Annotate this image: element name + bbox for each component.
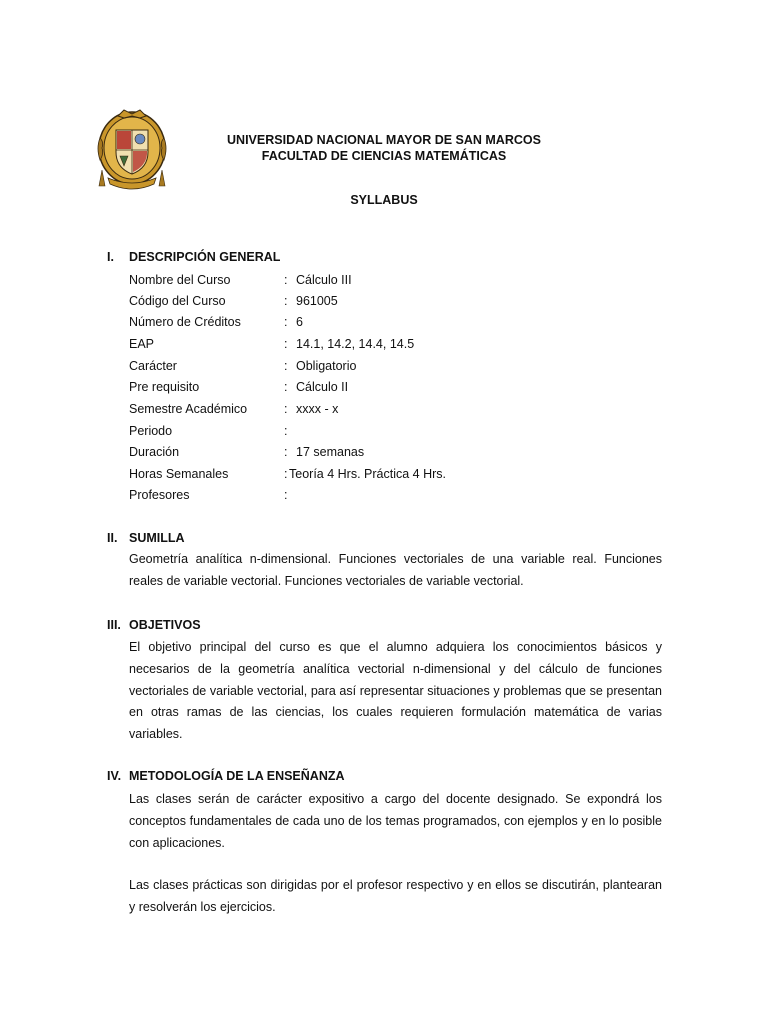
objetivos-paragraph: El objetivo principal del curso es que el alumno adquiera los conocimientos básicos y necesarios de la geometría analítica vectorial n-dimensional y del cálculo de funciones vectoriales de variable vectorial, para así representar situaciones y problemas que se presentan en otras ramas de las ciencias, los cuales requieren formulación matemática de varias variables. xyxy=(129,640,662,742)
field-value: 6 xyxy=(296,315,303,329)
university-name: UNIVERSIDAD NACIONAL MAYOR DE SAN MARCOS xyxy=(227,133,541,147)
field-separator: : xyxy=(284,467,288,481)
section-title: OBJETIVOS xyxy=(129,618,201,632)
field-label: Duración xyxy=(129,445,180,459)
field-value: Obligatorio xyxy=(296,359,357,373)
field-value: Teoría 4 Hrs. Práctica 4 Hrs. xyxy=(289,467,446,481)
field-label: Periodo xyxy=(129,424,173,438)
field-label: Nombre del Curso xyxy=(129,273,231,287)
field-row-duration xyxy=(129,443,689,461)
field-value: Cálculo II xyxy=(296,380,349,394)
field-separator: : xyxy=(284,445,288,459)
field-label: Pre requisito xyxy=(129,380,200,394)
field-label: Horas Semanales xyxy=(129,467,229,481)
faculty-name: FACULTAD DE CIENCIAS MATEMÁTICAS xyxy=(261,149,507,163)
document-title: SYLLABUS xyxy=(350,193,418,207)
field-separator: : xyxy=(284,315,288,329)
field-separator: : xyxy=(284,488,288,502)
field-row-professors xyxy=(129,486,689,504)
field-row-credits xyxy=(129,313,689,331)
field-value: 17 semanas xyxy=(296,445,365,459)
section-title: DESCRIPCIÓN GENERAL xyxy=(129,250,281,264)
section-title: METODOLOGÍA DE LA ENSEÑANZA xyxy=(129,769,345,783)
field-label: Carácter xyxy=(129,359,177,373)
field-separator: : xyxy=(284,337,288,351)
field-row-prerequisite xyxy=(129,378,689,396)
field-row-course-code xyxy=(129,292,689,310)
field-label: Profesores xyxy=(129,488,190,502)
field-label: Semestre Académico xyxy=(129,402,248,416)
sumilla-paragraph: Geometría analítica n-dimensional. Funciones vectoriales de una variable real. Funciones reales de variable vectorial. Funciones vectoriales de variable vectorial. xyxy=(129,552,662,588)
field-separator: : xyxy=(284,402,288,416)
university-seal-icon xyxy=(96,108,168,192)
section-number: III. xyxy=(107,618,121,632)
field-separator: : xyxy=(284,380,288,394)
field-separator: : xyxy=(284,359,288,373)
section-number: I. xyxy=(107,250,114,264)
field-separator: : xyxy=(284,424,288,438)
field-row-period xyxy=(129,422,689,440)
metodologia-paragraph-2: Las clases prácticas son dirigidas por el profesor respectivo y en ellos se discutirán, plantearan y resolverán los ejercicios. xyxy=(129,878,662,914)
field-separator: : xyxy=(284,273,288,287)
field-label: Código del Curso xyxy=(129,294,226,308)
field-value: 14.1, 14.2, 14.4, 14.5 xyxy=(296,337,415,351)
field-separator: : xyxy=(284,294,288,308)
metodologia-paragraph-1: Las clases serán de carácter expositivo a cargo del docente designado. Se expondrá los conceptos fundamentales de cada uno de los temas programados, con ejemplos y en lo posible con aplicaciones. xyxy=(129,792,662,850)
field-row-eap xyxy=(129,335,689,353)
field-value: 961005 xyxy=(296,294,338,308)
field-value: Cálculo III xyxy=(296,273,352,287)
section-title: SUMILLA xyxy=(129,531,185,545)
field-row-character xyxy=(129,357,689,375)
field-label: EAP xyxy=(129,337,155,351)
section-number: IV. xyxy=(107,769,122,783)
section-number: II. xyxy=(107,531,118,545)
field-row-semester xyxy=(129,400,689,418)
field-value: xxxx - x xyxy=(296,402,339,416)
field-row-course-name xyxy=(129,271,689,289)
field-row-weekly-hours xyxy=(129,465,689,483)
field-label: Número de Créditos xyxy=(129,315,241,329)
